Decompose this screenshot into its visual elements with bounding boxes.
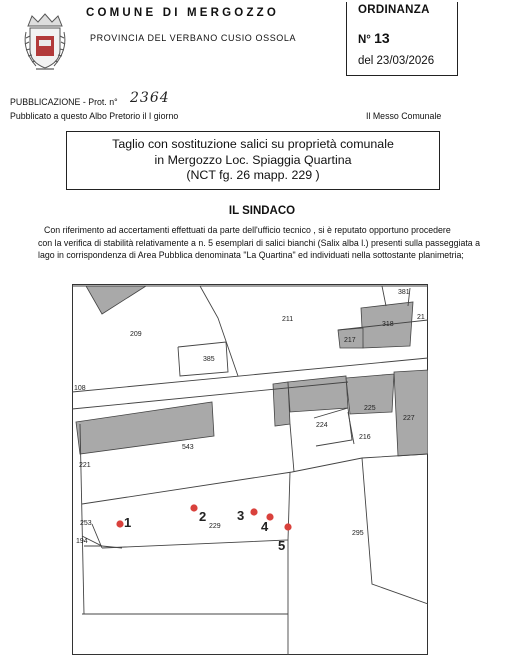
parcel-label: 221 xyxy=(79,462,91,469)
tree-label: 1 xyxy=(124,515,132,530)
cadastral-map xyxy=(72,284,428,655)
municipal-crest-icon xyxy=(22,12,68,72)
tree-label: 4 xyxy=(261,519,269,534)
parcel-label: 229 xyxy=(209,523,221,530)
protocol-number-handwritten: 2364 xyxy=(130,90,170,106)
tree-marker xyxy=(190,504,197,511)
parcel-label: 225 xyxy=(364,405,376,412)
ordinance-number-label: N° xyxy=(358,34,371,46)
parcel-label: 211 xyxy=(282,316,294,323)
parcel-label: 209 xyxy=(130,331,142,338)
subject-box xyxy=(66,131,440,190)
publication-label: PUBBLICAZIONE - Prot. n° xyxy=(10,97,118,107)
ordinance-number-value: 13 xyxy=(374,30,390,46)
paragraph-line: lago in corrispondenza di Area Pubblica denominata "La Quartina" ed individuati nella sottostante planimetria; xyxy=(38,250,464,261)
body-paragraph xyxy=(38,224,508,262)
parcel-label: 21 xyxy=(417,314,425,321)
tree-marker xyxy=(250,508,257,515)
parcel-label: 217 xyxy=(344,337,356,344)
subject-line-1: Taglio con sostituzione salici su proprietà comunale xyxy=(112,137,394,151)
parcel-label: 224 xyxy=(316,422,328,429)
paragraph-line: Con riferimento ad accertamenti effettuati da parte dell'ufficio tecnico , si è reputato opportuno procedere xyxy=(44,225,451,235)
subject-line-2: in Mergozzo Loc. Spiaggia Quartina xyxy=(154,152,352,167)
tree-marker xyxy=(116,520,123,527)
municipality-name: COMUNE DI MERGOZZO xyxy=(86,7,280,19)
ordinance-title: ORDINANZA xyxy=(358,4,430,16)
ordinance-number xyxy=(358,30,390,46)
parcel-label: 194 xyxy=(76,538,88,545)
province-name: PROVINCIA DEL VERBANO CUSIO OSSOLA xyxy=(90,33,297,43)
parcel-label: 295 xyxy=(352,530,364,537)
paragraph-line: con la verifica di stabilità relativamente a n. 5 esemplari di salici bianchi (Salix alba l.) presenti sulla passeggiata a xyxy=(38,237,481,248)
building xyxy=(288,376,348,412)
building xyxy=(394,370,428,456)
tree-label: 3 xyxy=(237,508,245,523)
tree-marker xyxy=(284,523,291,530)
parcel-label: 108 xyxy=(74,385,86,392)
subject-line-3: (NCT fg. 26 mapp. 229 ) xyxy=(186,168,320,183)
tree-label: 5 xyxy=(278,538,286,553)
published-line: Pubblicato a questo Albo Pretorio il I giorno xyxy=(10,111,179,121)
parcel-label: 385 xyxy=(203,356,215,363)
parcel-label: 227 xyxy=(403,415,415,422)
tree-label: 2 xyxy=(199,509,207,524)
messo-comunale-label: Il Messo Comunale xyxy=(366,111,442,121)
parcel-label: 381 xyxy=(398,289,410,296)
ordinance-date: del 23/03/2026 xyxy=(358,55,435,67)
parcel-label: 318 xyxy=(382,321,394,328)
parcel-label: 543 xyxy=(182,444,194,451)
parcel-label: 253 xyxy=(80,520,92,527)
section-title: IL SINDACO xyxy=(228,205,296,217)
parcel-label: 216 xyxy=(359,434,371,441)
